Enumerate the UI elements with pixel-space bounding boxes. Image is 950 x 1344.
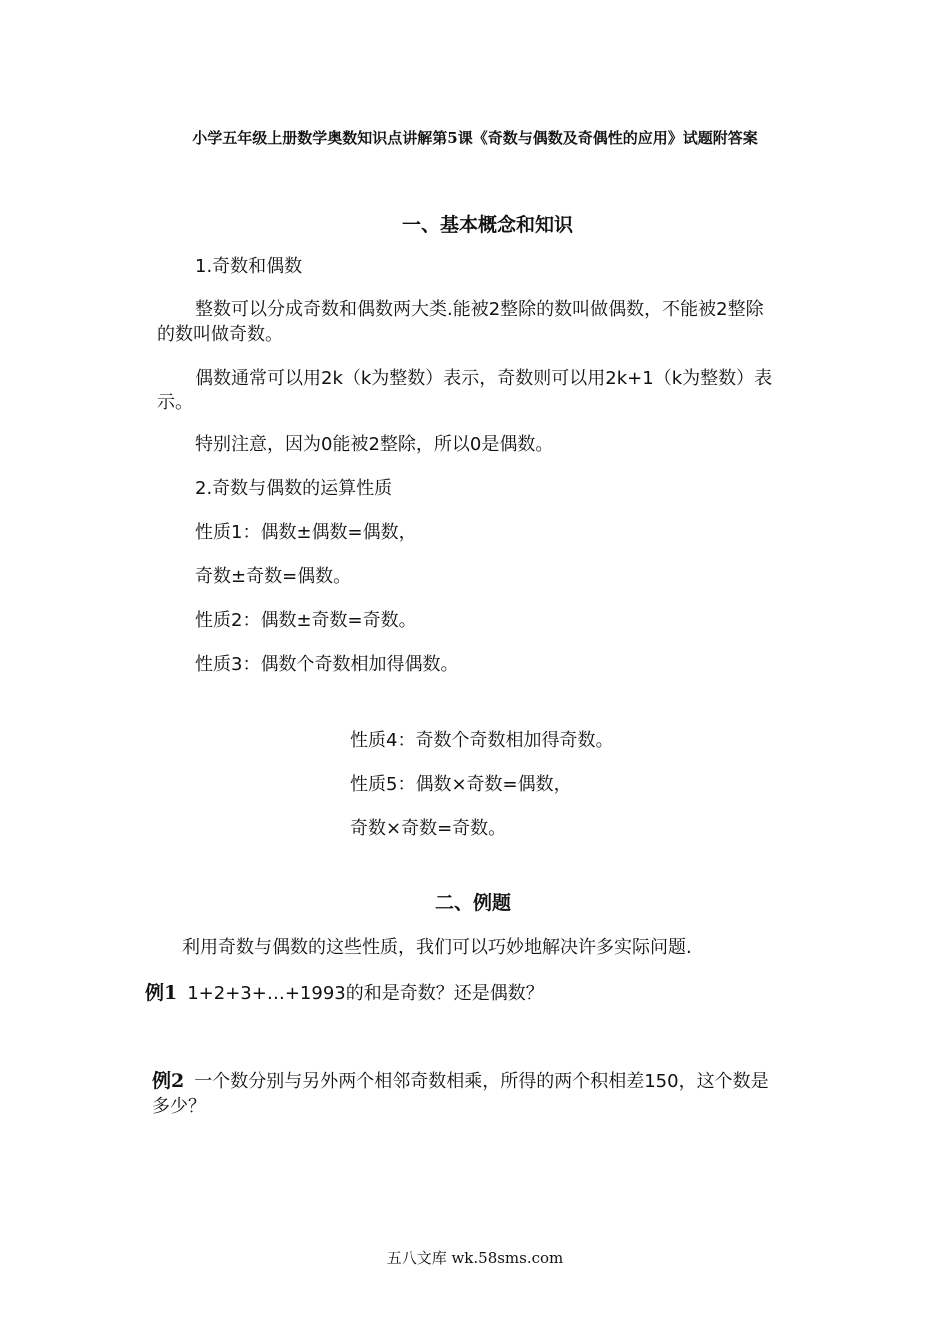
footer-watermark: 五八文库 wk.58sms.com bbox=[386, 1249, 564, 1267]
example-1-text: 1+2+3+…+1993的和是奇数？还是偶数？ bbox=[187, 983, 544, 1004]
example-2 bbox=[152, 1068, 769, 1095]
paragraph-zero-note: 特别注意，因为0能被2整除，所以0是偶数。 bbox=[195, 434, 554, 455]
example-2-text-line1: 一个数分别与另外两个相邻奇数相乘，所得的两个积相差150，这个数是 bbox=[194, 1071, 769, 1092]
subheading-operations: 2.奇数与偶数的运算性质 bbox=[195, 478, 393, 499]
section-heading-basic-concepts: 一、基本概念和知识 bbox=[401, 214, 573, 236]
example-2-text-line2: 多少？ bbox=[152, 1096, 206, 1117]
property-1a: 性质1：偶数±偶数=偶数， bbox=[195, 522, 417, 543]
property-5a: 性质5：偶数×奇数=偶数， bbox=[350, 774, 572, 795]
example-1 bbox=[145, 980, 544, 1007]
paragraph-representation-line1: 偶数通常可以用2k（k为整数）表示，奇数则可以用2k+1（k为整数）表 bbox=[195, 368, 773, 389]
paragraph-definition-line1: 整数可以分成奇数和偶数两大类.能被2整除的数叫做偶数，不能被2整除 bbox=[195, 299, 764, 320]
property-4: 性质4：奇数个奇数相加得奇数。 bbox=[350, 730, 614, 751]
property-1b: 奇数±奇数=偶数。 bbox=[195, 566, 352, 587]
example-1-label: 例1 bbox=[145, 982, 178, 1004]
section-heading-examples: 二、例题 bbox=[435, 892, 512, 914]
property-3: 性质3：偶数个奇数相加得偶数。 bbox=[195, 654, 459, 675]
example-2-label: 例2 bbox=[152, 1070, 185, 1092]
subheading-odd-even: 1.奇数和偶数 bbox=[195, 256, 303, 277]
paragraph-examples-intro: 利用奇数与偶数的这些性质，我们可以巧妙地解决许多实际问题. bbox=[182, 937, 692, 958]
paragraph-definition-line2: 的数叫做奇数。 bbox=[157, 324, 283, 345]
document-title: 小学五年级上册数学奥数知识点讲解第5课《奇数与偶数及奇偶性的应用》试题附答案 bbox=[192, 129, 758, 147]
property-2: 性质2：偶数±奇数=奇数。 bbox=[195, 610, 417, 631]
paragraph-representation-line2: 示。 bbox=[157, 392, 193, 413]
property-5b: 奇数×奇数=奇数。 bbox=[350, 818, 507, 839]
